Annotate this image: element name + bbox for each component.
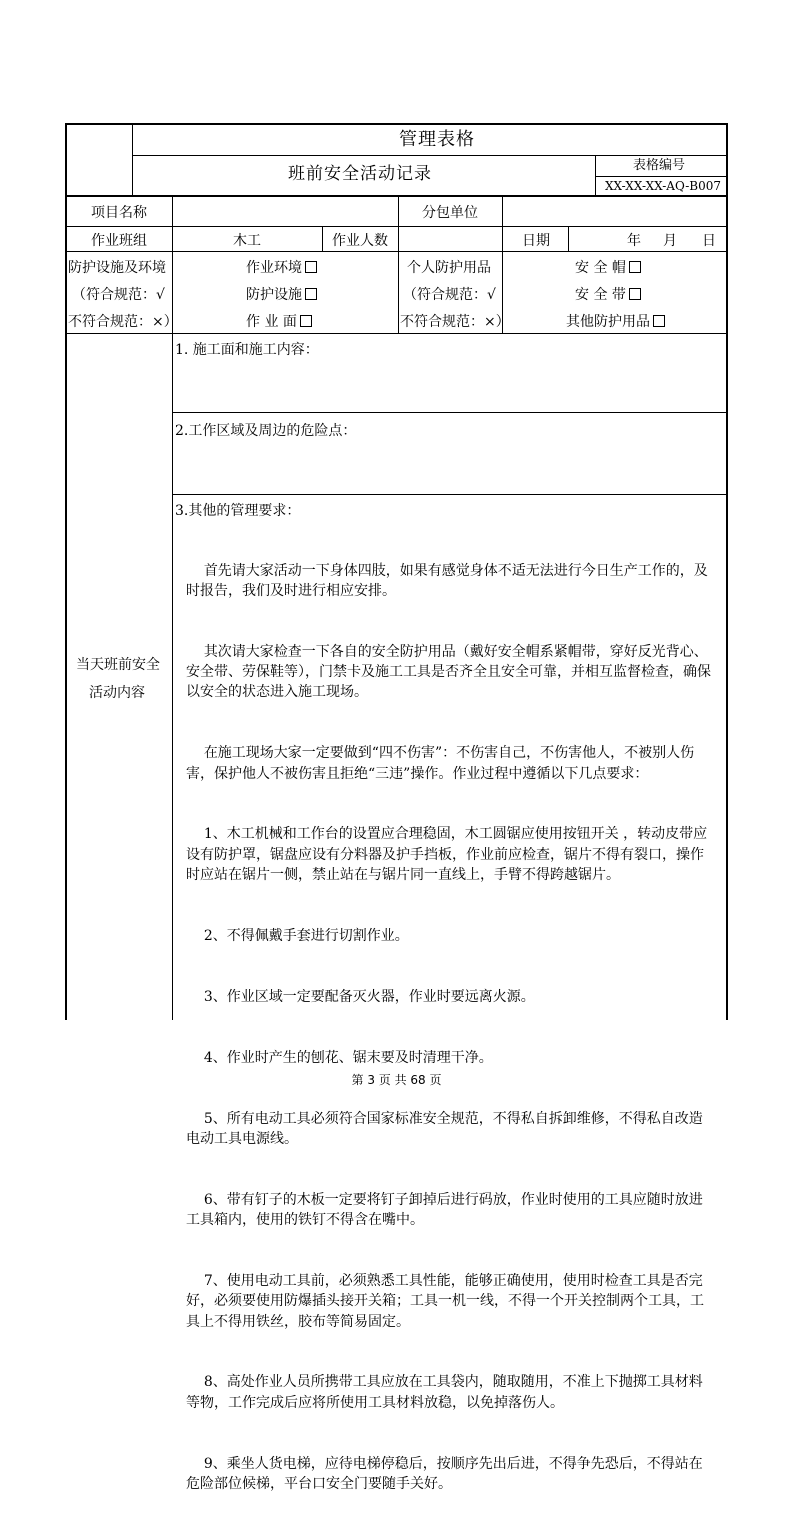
check-other-protection-label: 其他防护用品	[566, 314, 650, 330]
protection-env-rule-no: 不符合规范：×）	[68, 314, 178, 330]
checkbox-icon[interactable]	[300, 315, 312, 327]
subcontractor-field[interactable]	[504, 198, 725, 225]
paragraph: 3、作业区域一定要配备灭火器，作业时要远离火源。	[186, 988, 535, 1005]
personal-protection-rule-no: 不符合规范：×）	[400, 314, 510, 330]
date-month[interactable]: 月	[663, 233, 677, 249]
form-subtitle: 班前安全活动记录	[288, 164, 432, 184]
team-value[interactable]: 木工	[233, 233, 261, 249]
check-work-surface-label: 作 业 面	[246, 314, 297, 330]
paragraph: 2、不得佩戴手套进行切割作业。	[186, 927, 409, 944]
check-safety-helmet-label: 安 全 帽	[575, 260, 626, 276]
work-content-field[interactable]	[174, 362, 726, 410]
page-title: 管理表格	[399, 129, 475, 150]
section-work-content-heading: 1. 施工面和施工内容：	[175, 342, 319, 358]
form-number-label: 表格编号	[633, 158, 686, 173]
paragraph: 1、木工机械和工作台的设置应合理稳固，木工圆锯应使用按钮开关 ，转动皮带应设有防护罩，锯盘应设有分料器及护手挡板，作业前应检查，锯片不得有裂口，操作时应站在锯片一侧，禁止站在与锯片同一直线上，手臂不得跨越锯片。	[186, 826, 708, 884]
form-number: XX-XX-XX-AQ-B007	[605, 179, 722, 193]
team-label: 作业班组	[91, 233, 147, 249]
check-protective-facilities-label: 防护设施	[246, 287, 302, 303]
check-safety-belt[interactable]	[575, 288, 641, 302]
section-hazard-points-heading: 2.工作区域及周边的危险点：	[175, 423, 357, 439]
checkbox-icon[interactable]	[629, 261, 641, 273]
page-number: 第 3 页 共 68 页	[351, 1073, 442, 1087]
check-work-environment-label: 作业环境	[246, 260, 302, 276]
paragraph: 在施工现场大家一定要做到“四不伤害”：不伤害自己，不伤害他人，不被别人伤害，保护他人不被伤害且拒绝“三违”操作。作业过程中遵循以下几点要求：	[186, 745, 695, 782]
check-work-surface[interactable]	[246, 315, 312, 329]
paragraph: 9、乘坐人货电梯，应待电梯停稳后，按顺序先出后进，不得争先恐后，不得站在危险部位候梯，平台口安全门要随手关好。	[186, 1455, 703, 1492]
content-side-label-2: 活动内容	[89, 685, 145, 701]
protection-env-label: 防护设施及环境	[68, 260, 166, 276]
paragraph: 7、使用电动工具前，必须熟悉工具性能，能够正确使用，使用时检查工具是否完好，必须要使用防爆插头接开关箱；工具一机一线，不得一个开关控制两个工具，工具上不得用铁丝，胶布等简易固定。	[186, 1272, 704, 1330]
check-other-protection[interactable]	[566, 315, 665, 329]
checkbox-icon[interactable]	[305, 261, 317, 273]
section-management-heading: 3.其他的管理要求：	[175, 503, 301, 519]
checkbox-icon[interactable]	[305, 288, 317, 300]
check-safety-belt-label: 安 全 带	[575, 287, 626, 303]
protection-env-rule-yes: （符合规范：√	[72, 287, 165, 303]
paragraph: 6、带有钉子的木板一定要将钉子卸掉后进行码放，作业时使用的工具应随时放进工具箱内，使用的铁钉不得含在嘴中。	[186, 1191, 703, 1229]
project-name-label: 项目名称	[91, 205, 147, 221]
headcount-field[interactable]	[400, 228, 500, 250]
content-side-label-1: 当天班前安全	[76, 657, 160, 673]
checkbox-icon[interactable]	[653, 315, 665, 327]
date-year[interactable]: 年	[627, 233, 641, 249]
paragraph: 其次请大家检查一下各自的安全防护用品（戴好安全帽系紧帽带，穿好反光背心、安全带、劳保鞋等），门禁卡及施工工具是否齐全且安全可靠，并相互监督检查，确保以安全的状态进入施工现场。	[186, 643, 711, 701]
hazard-points-field[interactable]	[174, 442, 726, 492]
paragraph: 4、作业时产生的刨花、锯末要及时清理干净。	[186, 1049, 493, 1066]
personal-protection-rule-yes: （符合规范：√	[403, 287, 496, 303]
paragraph: 首先请大家活动一下身体四肢，如果有感觉身体不适无法进行今日生产工作的，及时报告，我们及时进行相应安排。	[186, 562, 708, 599]
date-day[interactable]: 日	[702, 233, 716, 249]
check-protective-facilities[interactable]	[246, 288, 317, 302]
paragraph: 8、高处作业人员所携带工具应放在工具袋内，随取随用，不准上下抛掷工具材料等物，工作完成后应将所使用工具材料放稳，以免掉落伤人。	[186, 1374, 703, 1411]
subcontractor-label: 分包单位	[422, 205, 478, 221]
paragraph: 5、所有电动工具必须符合国家标准安全规范，不得私自拆卸维修，不得私自改造电动工具电源线。	[186, 1110, 703, 1147]
headcount-label: 作业人数	[332, 233, 388, 249]
date-label: 日期	[522, 233, 550, 249]
management-requirements	[186, 520, 716, 1515]
project-name-field[interactable]	[174, 198, 396, 225]
checkbox-icon[interactable]	[629, 288, 641, 300]
personal-protection-label: 个人防护用品	[407, 260, 491, 276]
check-work-environment[interactable]	[246, 261, 317, 275]
check-safety-helmet[interactable]	[575, 261, 641, 275]
